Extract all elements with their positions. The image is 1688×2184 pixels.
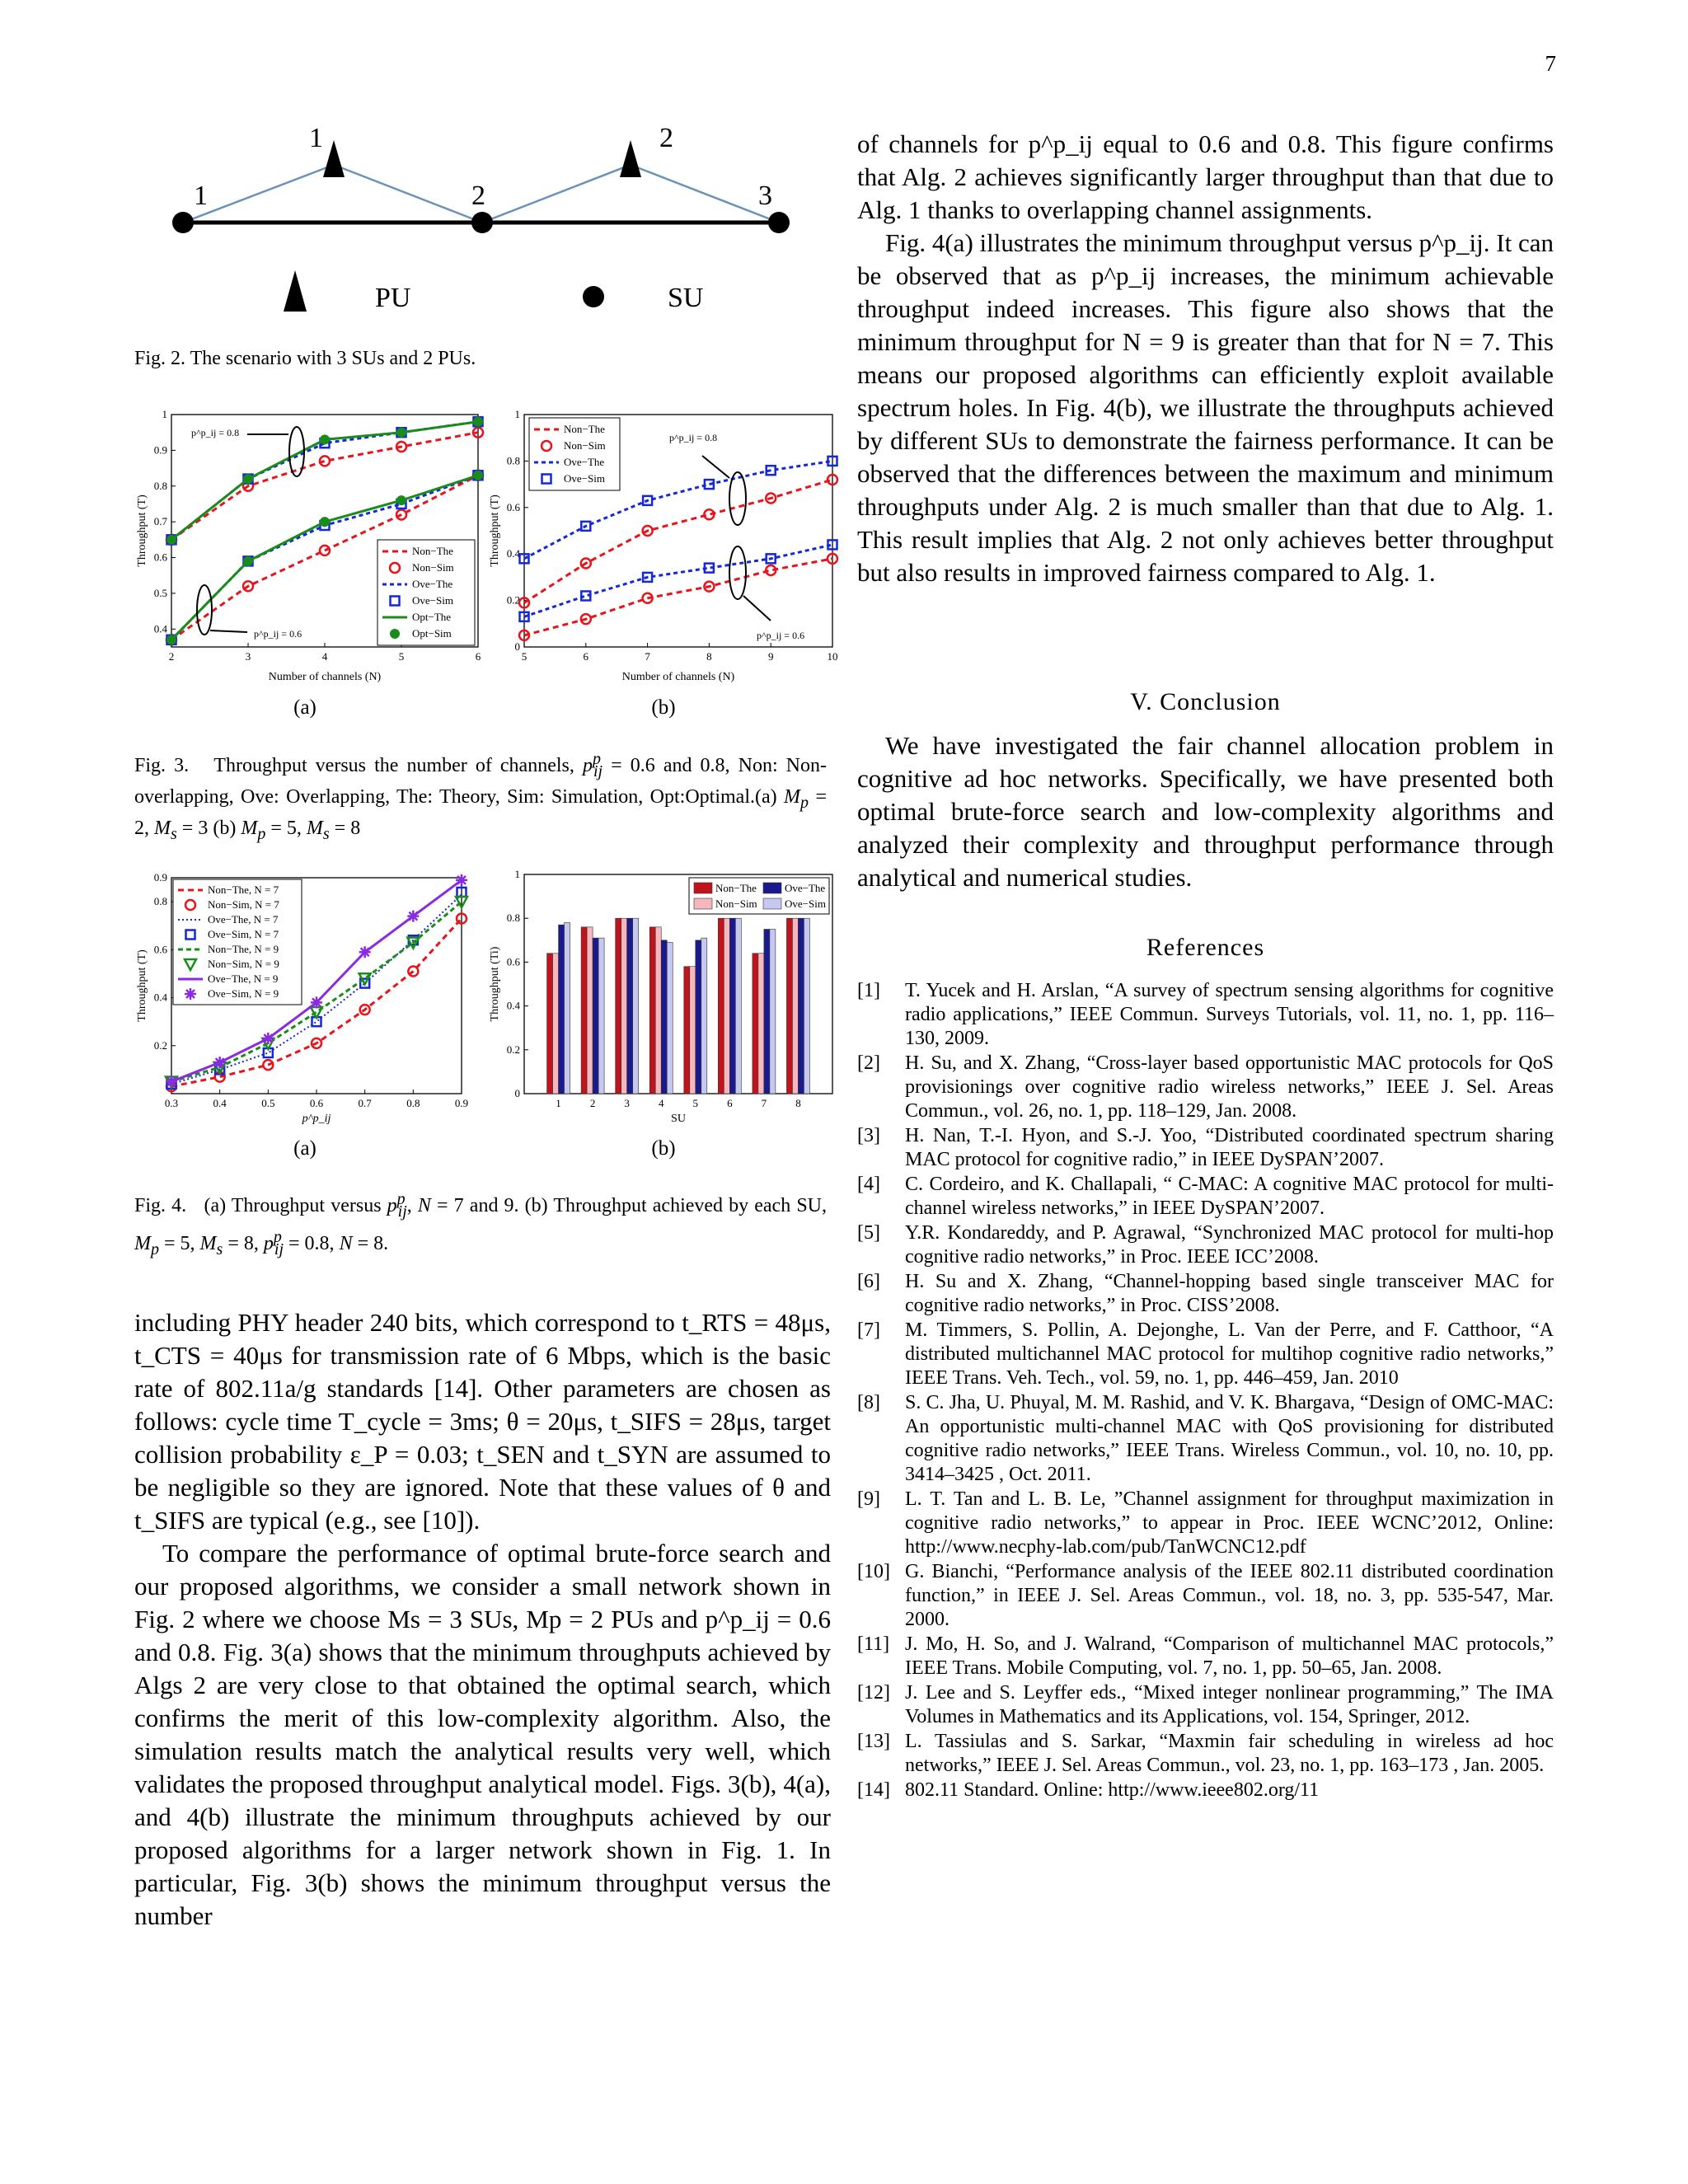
reference-number: [2] — [857, 1052, 880, 1074]
bar — [770, 930, 776, 1094]
x-tick-label: 3 — [245, 650, 251, 663]
legend-label: Non−Sim, N = 9 — [208, 958, 279, 970]
data-point — [243, 556, 253, 566]
x-axis-label: Number of channels (N) — [268, 671, 382, 683]
reference-number: [3] — [857, 1125, 880, 1146]
x-tick-label: 0.8 — [406, 1097, 420, 1109]
annotation-label: p^p_ij = 0.8 — [191, 427, 240, 438]
bar — [627, 918, 633, 1094]
reference-text: S. C. Jha, U. Phuyal, M. M. Rashid, and V. K. Bhargava, “Design of OMC-MAC: An opportunistic multi-channel MAC with QoS provisioning for distributed cognitive radio networks,” IEEE Trans. Wireless Commun., vol. 10, no. 10, pp. 3414–3425 , Oct. 2011. — [905, 1392, 1554, 1485]
bar — [718, 918, 724, 1094]
reference-number: [8] — [857, 1392, 880, 1413]
x-tick-label: 8 — [706, 650, 712, 663]
reference-number: [10] — [857, 1561, 890, 1582]
pu1-link-right — [334, 165, 482, 223]
reference-text: J. Lee and S. Leyffer eds., “Mixed integer nonlinear programming,” The IMA Volumes in Mathematics and its Applications, vol. 154, Springer, 2012. — [905, 1682, 1554, 1727]
x-tick-label: 0.6 — [309, 1097, 324, 1109]
reference-item — [857, 1052, 1554, 1123]
y-axis-label: Throughput (Ti) — [489, 946, 501, 1022]
y-tick-label: 0.8 — [153, 895, 167, 908]
legend-label: Non−Sim — [412, 561, 454, 574]
fig3b-chart — [486, 408, 841, 688]
bar — [616, 918, 621, 1094]
x-tick-label: 7 — [761, 1097, 767, 1109]
data-point — [396, 428, 406, 438]
data-point — [320, 434, 330, 444]
y-tick-label: 0.5 — [153, 586, 167, 599]
legend-label: Ove−Sim — [412, 594, 453, 607]
annotation-label: p^p_ij = 0.6 — [757, 630, 805, 641]
y-tick-label: 1 — [162, 408, 167, 420]
y-tick-label: 0.6 — [506, 955, 520, 968]
reference-number: [1] — [857, 980, 880, 1001]
x-tick-label: 2 — [589, 1097, 596, 1109]
reference-number: [13] — [857, 1731, 890, 1752]
reference-number: [12] — [857, 1682, 890, 1704]
bar — [724, 918, 729, 1094]
reference-item — [857, 1270, 1554, 1318]
y-tick-label: 0.6 — [153, 551, 167, 564]
y-tick-label: 0.7 — [153, 515, 167, 528]
fig3-sub-b: (b) — [651, 696, 676, 719]
bar — [565, 923, 570, 1094]
bar — [633, 918, 639, 1094]
conclusion-title: V. Conclusion — [1130, 688, 1281, 715]
x-tick-label: 6 — [727, 1097, 733, 1109]
reference-number: [14] — [857, 1779, 890, 1801]
bar — [593, 938, 598, 1094]
x-tick-label: 0.9 — [454, 1097, 469, 1109]
legend-label: Ove−Sim — [564, 472, 605, 485]
x-tick-label: 5 — [521, 650, 528, 663]
bar — [735, 918, 741, 1094]
bar — [581, 927, 587, 1094]
y-tick-label: 0.2 — [153, 1038, 167, 1052]
reference-number: [4] — [857, 1174, 880, 1195]
x-tick-label: 7 — [645, 650, 650, 663]
fig4-sub-b: (b) — [651, 1137, 676, 1160]
y-tick-label: 0.4 — [506, 999, 520, 1012]
references-list — [857, 979, 1554, 1803]
legend-swatch — [763, 898, 781, 909]
bar — [786, 918, 792, 1094]
legend-pu-label: PU — [375, 283, 411, 313]
reference-item — [857, 1221, 1554, 1269]
right-paragraph-2: Fig. 4(a) illustrates the minimum throughput versus p^p_ij. It can be observed that as p^p_ij increases, the minimum achievable throughput indeed increases. This figure also shows that the minimum throughput for N = 9 is greater than that for N = 7. This means our proposed algorithms can efficiently exploit available spectrum holes. In Fig. 4(b), we illustrate the throughputs achieved by different SUs to demonstrate the fairness performance. It can be observed that the differences between the maximum and minimum throughputs under Alg. 2 is much smaller than that due to Alg. 1. This result implies that Alg. 2 not only achieves better throughput but also results in improved fairness compared to Alg. 1. — [857, 228, 1554, 587]
bar — [696, 940, 701, 1094]
legend-label: Opt−The — [412, 611, 452, 623]
y-axis-label: Throughput (T) — [489, 494, 501, 567]
reference-number: [7] — [857, 1319, 880, 1341]
fig3a-chart — [132, 408, 486, 688]
legend-label: Non−The — [564, 423, 605, 435]
bar — [764, 930, 770, 1094]
data-point — [407, 911, 419, 922]
y-tick-label: 0.2 — [506, 593, 520, 607]
y-tick-label: 0.8 — [506, 454, 520, 467]
bar — [587, 927, 593, 1094]
reference-text: H. Su and X. Zhang, “Channel-hopping based single transceiver MAC for cognitive radio networks,” in Proc. CISS’2008. — [905, 1271, 1554, 1316]
left-paragraph-2: To compare the performance of optimal brute-force search and our proposed algorithms, we consider a small network shown in Fig. 2 where we choose Ms = 3 SUs, Mp = 2 PUs and p^p_ij = 0.6 and 0.8. Fig. 3(a) shows that the minimum throughputs achieved by Algs 2 are very close to that obtained the optimal search, which confirms the merit of this low-complexity algorithm. Also, the simulation results match the analytical results very well, which validates the proposed throughput analytical model. Figs. 3(b), 4(a), and 4(b) illustrate the minimum throughputs achieved by our proposed algorithms for a larger network shown in Fig. 1. In particular, Fig. 3(b) shows the minimum throughput versus the number — [134, 1539, 831, 1930]
x-tick-label: 5 — [398, 650, 405, 663]
right-paragraph-1: of channels for p^p_ij equal to 0.6 and 0.8. This figure confirms that Alg. 2 achieves significantly larger throughput than that due to Alg. 1 thanks to overlapping channel assignments. — [857, 129, 1554, 224]
data-point — [214, 1057, 226, 1068]
pu-label-2: 2 — [659, 123, 673, 153]
legend-swatch — [694, 883, 712, 893]
bar — [621, 918, 627, 1094]
legend-label: Ove−The, N = 9 — [208, 972, 279, 985]
data-point — [166, 535, 176, 545]
legend-label: Non−The — [715, 882, 757, 894]
y-tick-label: 0.6 — [153, 943, 167, 956]
legend-label: Ove−Sim, N = 9 — [208, 987, 279, 1000]
fig3-sub-a: (a) — [293, 696, 316, 719]
y-tick-label: 1 — [514, 868, 520, 880]
bar — [798, 918, 804, 1094]
x-axis-label: Number of channels (N) — [621, 671, 735, 683]
annotation-label: p^p_ij = 0.8 — [669, 432, 718, 443]
reference-text: Y.R. Kondareddy, and P. Agrawal, “Synchronized MAC protocol for multi-hop cognitive radio networks,” in Proc. IEEE ICC’2008. — [905, 1222, 1554, 1268]
y-tick-label: 0.4 — [153, 622, 167, 635]
x-tick-label: 4 — [658, 1097, 664, 1109]
conclusion-text: We have investigated the fair channel allocation problem in cognitive ad hoc networks. Specifically, we have presented both optimal brute-force search and low-complexity algorithms and analyzed their complexity and throughput performance through analytical and numerical studies. — [857, 731, 1554, 892]
legend-swatch — [763, 883, 781, 893]
x-tick-label: 1 — [556, 1097, 561, 1109]
legend-su-icon — [583, 286, 604, 307]
reference-item — [857, 1319, 1554, 1390]
page-number: 7 — [1545, 51, 1556, 76]
bar — [559, 925, 565, 1094]
y-tick-label: 0.2 — [506, 1043, 520, 1056]
y-tick-label: 0.8 — [506, 912, 520, 925]
reference-text: M. Timmers, S. Pollin, A. Dejonghe, L. Van der Perre, and F. Catthoor, “A distributed multichannel MAC protocol for multihop cognitive radio networks,” IEEE Trans. Veh. Tech., vol. 59, no. 1, pp. 446–459, Jan. 2010 — [905, 1319, 1554, 1389]
bar — [758, 954, 764, 1094]
reference-text: G. Bianchi, “Performance analysis of the IEEE 802.11 distributed coordination function,” in IEEE J. Sel. Areas Commun., vol. 18, no. 3, pp. 535-547, Mar. 2000. — [905, 1561, 1554, 1630]
x-tick-label: 6 — [583, 650, 589, 663]
reference-item — [857, 1633, 1554, 1680]
y-tick-label: 0.8 — [153, 479, 167, 492]
legend-label: Non−The, N = 7 — [208, 883, 279, 896]
bar — [547, 954, 553, 1094]
reference-number: [5] — [857, 1222, 880, 1244]
reference-text: J. Mo, H. So, and J. Walrand, “Comparison of multichannel MAC protocols,” IEEE Trans. Mobile Computing, vol. 7, no. 1, pp. 50–65, Jan. 2008. — [905, 1633, 1554, 1679]
conclusion-body — [857, 729, 1554, 894]
fig4-sub-a: (a) — [293, 1137, 316, 1160]
x-tick-label: 3 — [624, 1097, 630, 1109]
pu-label-1: 1 — [309, 123, 323, 153]
legend-label: Non−Sim — [715, 898, 757, 910]
bar — [655, 927, 661, 1094]
bar — [690, 967, 696, 1094]
y-tick-label: 0.9 — [153, 871, 167, 883]
y-axis-label: Throughput (T) — [136, 949, 148, 1022]
legend-label: Ove−The — [412, 578, 453, 590]
legend-label: Ove−The, N = 7 — [208, 913, 279, 926]
bar — [553, 954, 559, 1094]
su-label-1: 1 — [194, 180, 208, 211]
y-tick-label: 0.6 — [506, 500, 520, 513]
y-tick-label: 0.4 — [153, 991, 167, 1004]
bar — [649, 927, 655, 1094]
reference-number: [6] — [857, 1271, 880, 1292]
y-tick-label: 0 — [514, 640, 520, 653]
y-tick-label: 0 — [514, 1087, 520, 1099]
su-node-2 — [471, 212, 493, 233]
annotation-label: p^p_ij = 0.6 — [254, 628, 302, 640]
data-point — [473, 417, 483, 427]
data-point — [320, 517, 330, 527]
legend-label: Ove−The — [564, 456, 605, 468]
reference-number: [9] — [857, 1488, 880, 1510]
legend-marker — [390, 629, 400, 639]
reference-item — [857, 979, 1554, 1051]
pu2-link-left — [482, 165, 631, 223]
su-label-2: 2 — [471, 180, 485, 211]
reference-text: C. Cordeiro, and K. Challapali, “ C-MAC: A cognitive MAC protocol for multi-channel wireless networks,” in IEEE DySPAN’2007. — [905, 1174, 1554, 1219]
data-point — [456, 874, 467, 886]
data-point — [359, 946, 371, 958]
x-axis-label: SU — [671, 1113, 686, 1125]
su-node-1 — [172, 212, 194, 233]
x-tick-label: 9 — [767, 650, 774, 663]
fig4-caption: Fig. 4. (a) Throughput versus $p^p_{ij}$, N = 7 and 9. (b) Throughput achieved by each SU, $M_p = 5$, $M_s = 8$, $p^p_{ij} = 0.8$, N = 8. — [134, 1190, 828, 1258]
fig3-caption: Fig. 3. Throughput versus the number of channels, $p^p_{ij} = 0.6$ and 0.8, Non: Non-overlapping, Ove: Overlapping, The: Theory, Sim: Simulation, Opt:Optimal.(a) $M_p = 2$, $M_s = 3$ (b) $M_p = 5$, $M_s = 8$ — [134, 750, 828, 843]
bar — [598, 938, 604, 1094]
reference-text: L. Tassiulas and S. Sarkar, “Maxmin fair scheduling in wireless ad hoc networks,” IEEE J. Sel. Areas Commun., vol. 23, no. 1, pp. 163–173 , Jan. 2005. — [905, 1731, 1554, 1776]
data-point — [396, 495, 406, 505]
bar — [804, 918, 809, 1094]
fig2-scenario-diagram — [132, 115, 841, 330]
su-node-3 — [768, 212, 790, 233]
bar — [661, 940, 667, 1094]
reference-item — [857, 1730, 1554, 1778]
legend-label: Non−The — [412, 545, 453, 557]
reference-number: [11] — [857, 1633, 890, 1655]
x-tick-label: 2 — [168, 650, 175, 663]
legend-marker — [185, 988, 196, 1000]
bar — [667, 942, 673, 1094]
legend-label: Ove−Sim — [785, 898, 826, 910]
reference-item — [857, 1681, 1554, 1729]
pu2-link-right — [631, 165, 779, 223]
legend-label: Non−Sim, N = 7 — [208, 898, 279, 911]
data-point — [166, 1076, 177, 1087]
x-tick-label: 8 — [795, 1097, 801, 1109]
reference-item — [857, 1391, 1554, 1487]
reference-text: H. Nan, T.-I. Hyon, and S.-J. Yoo, “Distributed coordinated spectrum sharing MAC protocol for cognitive radio,” in IEEE DySPAN’2007. — [905, 1125, 1554, 1170]
fig2-caption: Fig. 2. The scenario with 3 SUs and 2 PUs. — [134, 348, 476, 369]
y-tick-label: 1 — [514, 408, 520, 420]
legend-pu-icon — [284, 270, 307, 312]
x-tick-label: 5 — [692, 1097, 699, 1109]
bar — [684, 967, 690, 1094]
y-tick-label: 0.4 — [506, 547, 520, 560]
su-label-3: 3 — [758, 180, 772, 211]
reference-item — [857, 1779, 1554, 1802]
references-title: References — [1146, 934, 1265, 961]
left-paragraph-1: including PHY header 240 bits, which correspond to t_RTS = 48μs, t_CTS = 40μs for transmission rate of 6 Mbps, which is the basic rate of 802.11a/g standards [14]. Other parameters are chosen as follows: cycle time T_cycle = 3ms; θ = 20μs, t_SIFS = 28μs, target collision probability ε_P = 0.03; t_SEN and t_SYN are assumed to be negligible so they are ignored. Note that these values of θ and t_SIFS are typical (e.g., see [10]). — [134, 1308, 831, 1535]
reference-text: L. T. Tan and L. B. Le, ”Channel assignment for throughput maximization in cognitive radio networks,” to appear in Proc. IEEE WCNC’2012, Online: http://www.necphy-lab.com/pub/TanWCNC12.pdf — [905, 1488, 1554, 1558]
legend-label: Non−Sim — [564, 439, 606, 452]
x-tick-label: 0.7 — [358, 1097, 372, 1109]
bar — [729, 918, 735, 1094]
legend-su-label: SU — [668, 283, 704, 313]
x-tick-label: 10 — [827, 650, 838, 663]
x-tick-label: 4 — [321, 650, 328, 663]
legend-label: Ove−The — [785, 882, 826, 894]
bar — [753, 954, 758, 1094]
reference-text: T. Yucek and H. Arslan, “A survey of spectrum sensing algorithms for cognitive radio applications,” IEEE Commun. Surveys Tutorials, vol. 11, no. 1, pp. 116–130, 2009. — [905, 980, 1554, 1049]
y-tick-label: 0.9 — [153, 443, 167, 457]
x-tick-label: 6 — [475, 650, 481, 663]
legend-label: Ove−Sim, N = 7 — [208, 928, 279, 940]
x-tick-label: 0.4 — [213, 1097, 227, 1109]
bar — [701, 938, 707, 1094]
legend-swatch — [694, 898, 712, 909]
data-point — [473, 471, 483, 480]
reference-item — [857, 1124, 1554, 1172]
bar — [792, 918, 798, 1094]
pu-1-triangle — [323, 140, 345, 177]
reference-text: 802.11 Standard. Online: http://www.ieee802.org/11 — [905, 1779, 1320, 1801]
right-column-text — [857, 128, 1554, 589]
pu-2-triangle — [620, 140, 641, 177]
x-axis-label: p^p_ij — [302, 1113, 331, 1125]
reference-text: H. Su, and X. Zhang, “Cross-layer based opportunistic MAC protocols for QoS provisionings over cognitive radio wireless networks,” IEEE J. Sel. Areas Commun., vol. 26, no. 1, pp. 118–129, Jan. 2008. — [905, 1052, 1554, 1122]
reference-item — [857, 1173, 1554, 1221]
data-point — [311, 996, 322, 1008]
reference-item — [857, 1488, 1554, 1559]
data-point — [262, 1033, 274, 1044]
legend-label: Opt−Sim — [412, 627, 452, 640]
reference-item — [857, 1560, 1554, 1632]
x-tick-label: 0.5 — [261, 1097, 275, 1109]
data-point — [243, 474, 253, 484]
fig4a-chart — [132, 861, 486, 1125]
legend-label: Non−The, N = 9 — [208, 943, 279, 955]
x-tick-label: 0.3 — [164, 1097, 179, 1109]
left-column-text — [134, 1306, 831, 1933]
fig4b-chart — [486, 861, 841, 1125]
data-point — [166, 635, 176, 644]
y-axis-label: Throughput (T) — [136, 494, 148, 567]
